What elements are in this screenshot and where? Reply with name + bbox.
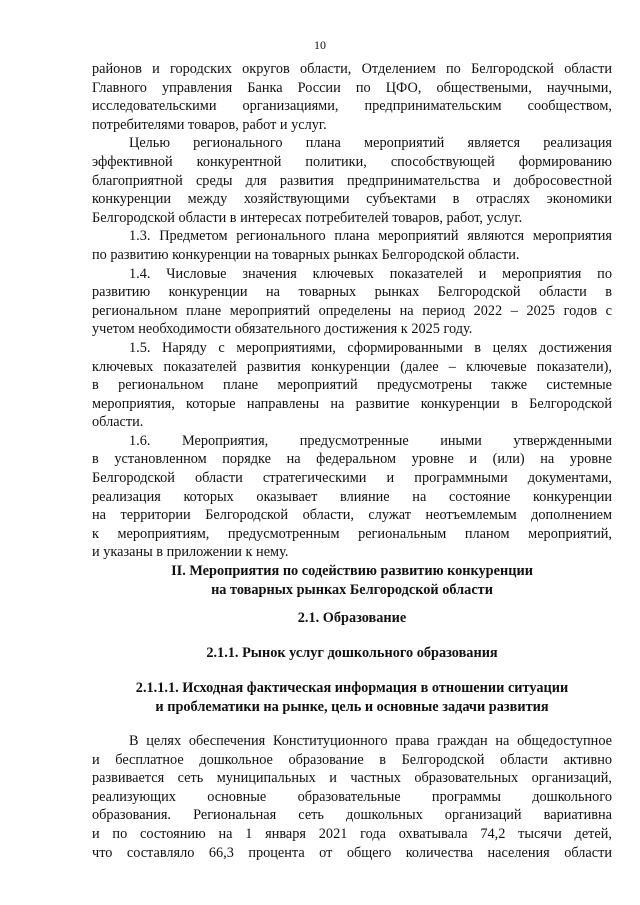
subsection-heading [92, 609, 612, 628]
text-line: учетом необходимости обязательного достижения к 2025 году. [92, 321, 473, 338]
body-text-bottom [92, 732, 612, 862]
body-text-top [92, 60, 612, 562]
text-line: Целью регионального плана мероприятий является реализация [129, 135, 612, 152]
text-line: Белгородской области в интересах потребителей товаров, работ, услуг. [92, 209, 523, 226]
subsubsection-title: 2.1.1. Рынок услуг дошкольного образования [206, 645, 498, 661]
text-line: исследовательскими организациями, предпринимательским сообществом, [92, 98, 612, 115]
text-line: районов и городских округов области, Отделением по Белгородской области [92, 61, 612, 77]
text-line: потребителями товаров, работ и услуг. [92, 116, 327, 133]
text-line: конкуренции между хозяйствующими субъектами в отраслях экономики [92, 191, 612, 208]
text-line: образования. Региональная сеть дошкольных организаций вариативна [92, 807, 612, 824]
text-line: 1.5. Наряду с мероприятиями, сформированными в целях достижения [129, 339, 612, 356]
text-line: Белгородской области стратегическими и программными документами, [92, 470, 612, 487]
page-number: 10 [314, 38, 326, 52]
text-line: и указаны в приложении к нему. [92, 544, 289, 561]
text-line: что составляло 66,3 процента от общего количества населения области [92, 844, 612, 861]
text-line: региональном плане мероприятий определены на период 2022 – 2025 годов с [92, 302, 612, 319]
text-line: реализация которых оказывает влияние на состояние конкуренции [92, 488, 612, 505]
item-heading [92, 679, 612, 716]
item-title-line: 2.1.1.1. Исходная фактическая информация в отношении ситуации [135, 680, 569, 696]
text-line: на территории Белгородской области, служат неотъемлемым дополнением [92, 507, 612, 524]
text-line: и бесплатное дошкольное образование в Белгородской области активно [92, 751, 612, 768]
text-line: Главного управления Банка России по ЦФО, обществеными, научными, [92, 79, 612, 96]
subsubsection-heading [92, 644, 612, 663]
text-line: мероприятия, которые направлены на развитие конкуренции в Белгородской [92, 395, 612, 412]
text-line: развитию конкуренции на товарных рынках Белгородской области в [92, 284, 612, 301]
text-line: реализующих основные образовательные программы дошкольного [92, 788, 612, 805]
text-line: благоприятной среды для развития предпринимательства и добросовестной [92, 172, 612, 189]
text-line: по развитию конкуренции на товарных рынках Белгородской области. [92, 246, 520, 263]
text-line: 1.6. Мероприятия, предусмотренные иными утвержденными [129, 432, 612, 449]
text-line: в установленном порядке на федеральном уровне и (или) на уровне [92, 451, 612, 468]
item-title-line: и проблематики на рынке, цель и основные задачи развития [155, 698, 549, 715]
text-line: и по состоянию на 1 января 2021 года охватывала 74,2 тысячи детей, [92, 825, 612, 842]
section-title-line: II. Мероприятия по содействию развитию конкуренции [171, 563, 533, 579]
subsection-title: 2.1. Образование [297, 610, 407, 626]
text-line: 1.4. Числовые значения ключевых показателей и мероприятия по [129, 265, 612, 282]
text-line: ключевых показателей развития конкуренции (далее – ключевые показатели), [92, 358, 612, 375]
text-line: эффективной конкурентной политики, способствующей формированию [92, 153, 612, 170]
text-line: развивается сеть муниципальных и частных образовательных организаций, [92, 770, 612, 787]
section-heading [92, 562, 612, 599]
text-line: 1.3. Предметом регионального плана мероприятий являются мероприятия [129, 228, 612, 245]
text-line: к мероприятиям, предусмотренным региональным планом мероприятий, [92, 525, 612, 542]
section-title-line: на товарных рынках Белгородской области [211, 581, 493, 598]
text-line: в региональном плане мероприятий предусмотрены также системные [92, 377, 612, 394]
text-line: области. [92, 414, 144, 431]
text-line: В целях обеспечения Конституционного права граждан на общедоступное [129, 733, 612, 749]
